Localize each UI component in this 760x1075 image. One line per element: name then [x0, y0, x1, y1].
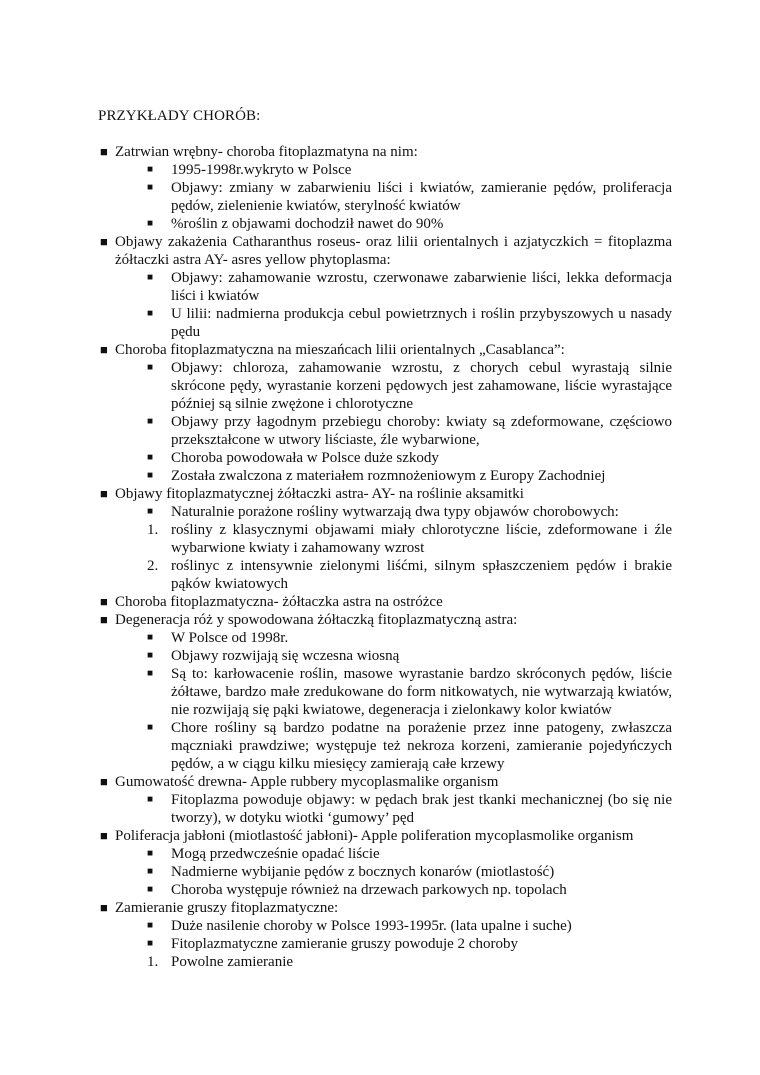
list-item	[147, 503, 672, 521]
section	[100, 143, 672, 233]
section	[100, 233, 672, 341]
section-heading	[100, 233, 672, 269]
section-heading	[100, 341, 672, 359]
square-bullet-icon: ■	[100, 342, 108, 357]
bullet-icon: ■	[147, 470, 154, 481]
list-item-text: Objawy rozwijają się wczesna wiosną	[171, 648, 400, 664]
numbered-item-text: rośliny z klasycznymi objawami miały chlorotyczne liście, zdeformowane i źle wybarwione kwiaty i zahamowany wzrost	[171, 522, 672, 556]
square-bullet-icon: ■	[100, 144, 108, 159]
list-item-text: Duże nasilenie choroby w Polsce 1993-1995r. (lata upalne i suche)	[171, 918, 572, 934]
square-bullet-icon: ■	[100, 900, 108, 915]
bullet-icon: ■	[147, 848, 154, 859]
square-bullet-icon: ■	[100, 828, 108, 843]
bullet-icon: ■	[147, 272, 154, 283]
list-item-text: U lilii: nadmierna produkcja cebul powietrznych i roślin przybyszowych u nasady pędu	[171, 306, 672, 340]
section-heading	[100, 899, 672, 917]
list-item-text: Mogą przedwcześnie opadać liście	[171, 846, 380, 862]
list-item-text: Choroba powodowała w Polsce duże szkody	[171, 450, 439, 466]
section	[100, 899, 672, 971]
section-heading	[100, 611, 672, 629]
bullet-icon: ■	[147, 218, 154, 229]
list-item-text: Chore rośliny są bardzo podatne na porażenie przez inne patogeny, zwłaszcza mączniaki prawdziwe; występuje też nekroza korzeni, zamieranie pojedyńczych pędów, a w ciągu kilku miesięcy zamierają całe krzewy	[171, 720, 672, 772]
bullet-icon: ■	[147, 416, 154, 427]
list-item	[147, 215, 672, 233]
section-heading-text: Objawy zakażenia Catharanthus roseus- oraz lilii orientalnych i azjatyczkich = fitoplazma żółtaczki astra AY- asres yellow phytoplasma:	[115, 234, 672, 268]
square-bullet-icon: ■	[100, 612, 108, 627]
section-heading	[100, 827, 672, 845]
list-item	[147, 647, 672, 665]
list-item	[147, 863, 672, 881]
list-item	[147, 161, 672, 179]
list-item-text: 1995-1998r.wykryto w Polsce	[171, 162, 352, 178]
section	[100, 773, 672, 827]
bullet-icon: ■	[147, 506, 154, 517]
list-item-text: Objawy: zmiany w zabarwieniu liści i kwiatów, zamieranie pędów, proliferacja pędów, zielenienie kwiatów, sterylność kwiatów	[171, 180, 672, 214]
list-item-text: Nadmierne wybijanie pędów z bocznych konarów (miotlastość)	[171, 864, 555, 880]
list-item	[147, 413, 672, 449]
section-heading	[100, 143, 672, 161]
list-item	[147, 467, 672, 485]
section-heading-text: Poliferacja jabłoni (miotlastość jabłoni)- Apple poliferation mycoplasmolike organism	[115, 828, 634, 844]
list-item	[147, 449, 672, 467]
numbered-item	[147, 953, 672, 971]
list-item-text: W Polsce od 1998r.	[171, 630, 289, 646]
section-heading-text: Degeneracja róż y spowodowana żółtaczką fitoplazmatyczną astra:	[115, 612, 518, 628]
section	[100, 341, 672, 485]
section-heading-text: Choroba fitoplazmatyczna na mieszańcach lilii orientalnych „Casablanca”:	[115, 342, 565, 358]
numbered-item	[147, 521, 672, 557]
section-heading-text: Gumowatość drewna- Apple rubbery mycoplasmalike organism	[115, 774, 499, 790]
section-heading-text: Objawy fitoplazmatycznej żółtaczki astra- AY- na roślinie aksamitki	[115, 486, 524, 502]
square-bullet-icon: ■	[100, 486, 108, 501]
list-item-text: Fitoplazmatyczne zamieranie gruszy powoduje 2 choroby	[171, 936, 518, 952]
document-body	[100, 143, 672, 971]
section	[100, 611, 672, 773]
numbered-item-text: roślinyc z intensywnie zielonymi liśćmi, silnym spłaszczeniem pędów i brakie pąków kwiatowych	[171, 558, 672, 592]
bullet-icon: ■	[147, 794, 154, 805]
bullet-icon: ■	[147, 866, 154, 877]
section-heading-text: Choroba fitoplazmatyczna- żółtaczka astra na ostróżce	[115, 594, 443, 610]
list-item	[147, 917, 672, 935]
square-bullet-icon: ■	[100, 774, 108, 789]
list-item	[147, 881, 672, 899]
list-item	[147, 269, 672, 305]
list-item	[147, 629, 672, 647]
bullet-icon: ■	[147, 452, 154, 463]
item-number: 1.	[147, 954, 159, 970]
bullet-icon: ■	[147, 650, 154, 661]
numbered-item	[147, 557, 672, 593]
bullet-icon: ■	[147, 362, 154, 373]
bullet-icon: ■	[147, 632, 154, 643]
list-item	[147, 791, 672, 827]
list-item	[147, 179, 672, 215]
bullet-icon: ■	[147, 938, 154, 949]
bullet-icon: ■	[147, 164, 154, 175]
numbered-item-text: Powolne zamieranie	[171, 954, 294, 970]
section-heading	[100, 773, 672, 791]
list-item-text: Naturalnie porażone rośliny wytwarzają dwa typy objawów chorobowych:	[171, 504, 619, 520]
section	[100, 593, 672, 611]
bullet-icon: ■	[147, 668, 154, 679]
section	[100, 485, 672, 593]
bullet-icon: ■	[147, 884, 154, 895]
list-item	[147, 719, 672, 773]
square-bullet-icon: ■	[100, 594, 108, 609]
list-item-text: Objawy: chloroza, zahamowanie wzrostu, z chorych cebul wyrastają silnie skrócone pędy, wyrastanie korzeni pędowych jest zahamowane, liście wyrastające później są silnie zwężone i chlorotyczne	[171, 360, 672, 412]
list-item	[147, 665, 672, 719]
page-title: PRZYKŁADY CHORÓB:	[98, 108, 261, 124]
item-number: 2.	[147, 558, 159, 574]
section	[100, 827, 672, 899]
list-item	[147, 935, 672, 953]
section-heading	[100, 593, 672, 611]
list-item-text: Objawy przy łagodnym przebiegu choroby: kwiaty są zdeformowane, częściowo przekształcone w utwory liściaste, źle wybarwione,	[171, 414, 672, 448]
list-item-text: %roślin z objawami dochodził nawet do 90%	[171, 216, 444, 232]
bullet-icon: ■	[147, 722, 154, 733]
list-item-text: Są to: karłowacenie roślin, masowe wyrastanie bardzo skróconych pędów, liście żółtawe, bardzo małe zredukowane do form nitkowatych, nie wytwarzają kwiatów, nie rozwijają się pąki kwiatowe, degeneracja i zielonkawy kolor kwiatów	[171, 666, 672, 718]
list-item-text: Choroba występuje również na drzewach parkowych np. topolach	[171, 882, 567, 898]
list-item	[147, 305, 672, 341]
list-item-text: Została zwalczona z materiałem rozmnożeniowym z Europy Zachodniej	[171, 468, 606, 484]
square-bullet-icon: ■	[100, 234, 108, 249]
section-heading-text: Zatrwian wrębny- choroba fitoplazmatyna na nim:	[115, 144, 418, 160]
bullet-icon: ■	[147, 182, 154, 193]
bullet-icon: ■	[147, 920, 154, 931]
list-item	[147, 845, 672, 863]
section-heading	[100, 485, 672, 503]
list-item-text: Objawy: zahamowanie wzrostu, czerwonawe zabarwienie liści, lekka deformacja liści i kwiatów	[171, 270, 672, 304]
item-number: 1.	[147, 522, 159, 538]
bullet-icon: ■	[147, 308, 154, 319]
section-heading-text: Zamieranie gruszy fitoplazmatyczne:	[115, 900, 339, 916]
list-item-text: Fitoplazma powoduje objawy: w pędach brak jest tkanki mechanicznej (bo się nie tworzy), w dotyku wiotki ‘gumowy’ pęd	[171, 792, 672, 826]
list-item	[147, 359, 672, 413]
